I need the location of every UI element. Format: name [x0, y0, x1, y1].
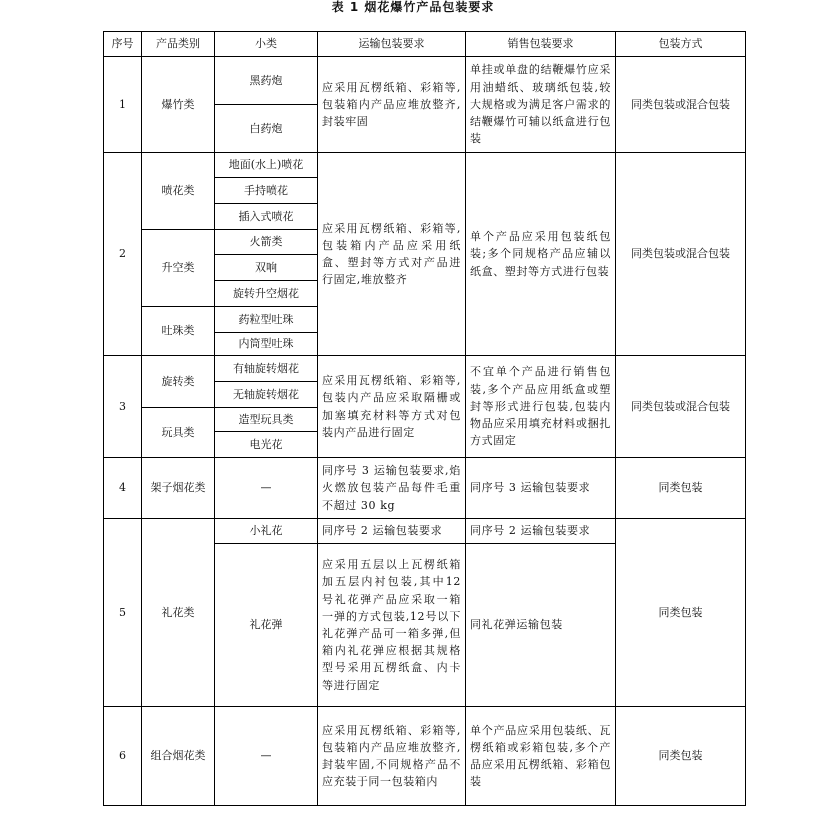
table-row	[104, 153, 746, 178]
row-subcategory: 火箭类	[215, 230, 318, 255]
row-subcategory: 无轴旋转烟花	[215, 382, 318, 408]
row-method: 同类包装或混合包装	[616, 356, 746, 458]
packaging-requirements-table	[103, 31, 746, 806]
row-category: 喷花类	[142, 153, 215, 230]
row-subcategory: 手持喷花	[215, 178, 318, 204]
row-category: 礼花类	[142, 519, 215, 707]
row-no: 6	[104, 707, 142, 806]
table-row	[104, 57, 746, 105]
row-method: 同类包装	[616, 519, 746, 707]
row-subcategory: 药粒型吐珠	[215, 307, 318, 333]
row-transport: 应采用瓦楞纸箱、彩箱等,包装箱内产品应采用纸盒、塑封等方式对产品进行固定,堆放整齐	[318, 153, 466, 356]
row-subcategory: —	[215, 707, 318, 806]
header-transport: 运输包装要求	[318, 32, 466, 57]
row-method: 同类包装	[616, 707, 746, 806]
row-transport: 应采用瓦楞纸箱、彩箱等,包装箱内产品应堆放整齐,封装牢固,不同规格产品不应充装于同一包装箱内	[318, 707, 466, 806]
row-sales: 单个产品应采用包装纸包装;多个同规格产品应辅以纸盒、塑封等方式进行包装	[466, 153, 616, 356]
table-caption: 表 1 烟花爆竹产品包装要求	[331, 0, 495, 14]
row-subcategory: 小礼花	[215, 519, 318, 544]
row-category: 架子烟花类	[142, 458, 215, 519]
table-header-row	[104, 32, 746, 57]
row-subcategory: 黑药炮	[215, 57, 318, 105]
table-row	[104, 707, 746, 806]
row-subcategory: 地面(水上)喷花	[215, 153, 318, 178]
row-no: 1	[104, 57, 142, 153]
row-subcategory: 插入式喷花	[215, 204, 318, 230]
row-method: 同类包装或混合包装	[616, 57, 746, 153]
row-category: 组合烟花类	[142, 707, 215, 806]
row-subcategory: 内筒型吐珠	[215, 333, 318, 356]
row-sales: 同礼花弹运输包装	[466, 544, 616, 707]
row-transport: 同序号 2 运输包装要求	[318, 519, 466, 544]
row-no: 3	[104, 356, 142, 458]
row-no: 2	[104, 153, 142, 356]
row-category: 玩具类	[142, 408, 215, 458]
row-transport: 应采用瓦楞纸箱、彩箱等,包装箱内产品应堆放整齐,封装牢固	[318, 57, 466, 153]
row-sales: 同序号 2 运输包装要求	[466, 519, 616, 544]
table-row	[104, 458, 746, 519]
row-transport: 同序号 3 运输包装要求,焰火燃放包装产品每件毛重不超过 30 kg	[318, 458, 466, 519]
row-subcategory: 造型玩具类	[215, 408, 318, 432]
row-transport: 应采用瓦楞纸箱、彩箱等,包装内产品应采取隔栅或加塞填充材料等方式对包装内产品进行固定	[318, 356, 466, 458]
row-subcategory: 旋转升空烟花	[215, 281, 318, 307]
row-subcategory: 白药炮	[215, 105, 318, 153]
row-category: 升空类	[142, 230, 215, 307]
row-no: 5	[104, 519, 142, 707]
row-sales: 单挂或单盘的结鞭爆竹应采用油蜡纸、玻璃纸包装,较大规格或为满足客户需求的结鞭爆竹可辅以纸盒进行包装	[466, 57, 616, 153]
table-row	[104, 519, 746, 544]
row-sales: 不宜单个产品进行销售包装,多个产品应用纸盒或塑封等形式进行包装,包装内物品应采用填充材料或捆扎方式固定	[466, 356, 616, 458]
header-category: 产品类别	[142, 32, 215, 57]
row-transport: 应采用五层以上瓦楞纸箱加五层内衬包装,其中12 号礼花弹产品应采取一箱一弹的方式包装,12号以下礼花弹产品可一箱多弹,但箱内礼花弹应根据其规格型号采用瓦楞纸盒、内卡等进行固定	[318, 544, 466, 707]
row-sales: 单个产品应采用包装纸、瓦楞纸箱或彩箱包装,多个产品应采用瓦楞纸箱、彩箱包装	[466, 707, 616, 806]
table-row	[104, 356, 746, 382]
header-sales: 销售包装要求	[466, 32, 616, 57]
row-category: 吐珠类	[142, 307, 215, 356]
row-subcategory: 有轴旋转烟花	[215, 356, 318, 382]
row-subcategory: 双响	[215, 255, 318, 281]
row-method: 同类包装	[616, 458, 746, 519]
row-sales: 同序号 3 运输包装要求	[466, 458, 616, 519]
header-subcategory: 小类	[215, 32, 318, 57]
row-category: 爆竹类	[142, 57, 215, 153]
header-method: 包装方式	[616, 32, 746, 57]
row-category: 旋转类	[142, 356, 215, 408]
row-method: 同类包装或混合包装	[616, 153, 746, 356]
row-no: 4	[104, 458, 142, 519]
row-subcategory: 电光花	[215, 432, 318, 458]
row-subcategory: —	[215, 458, 318, 519]
header-no: 序号	[104, 32, 142, 57]
row-subcategory: 礼花弹	[215, 544, 318, 707]
